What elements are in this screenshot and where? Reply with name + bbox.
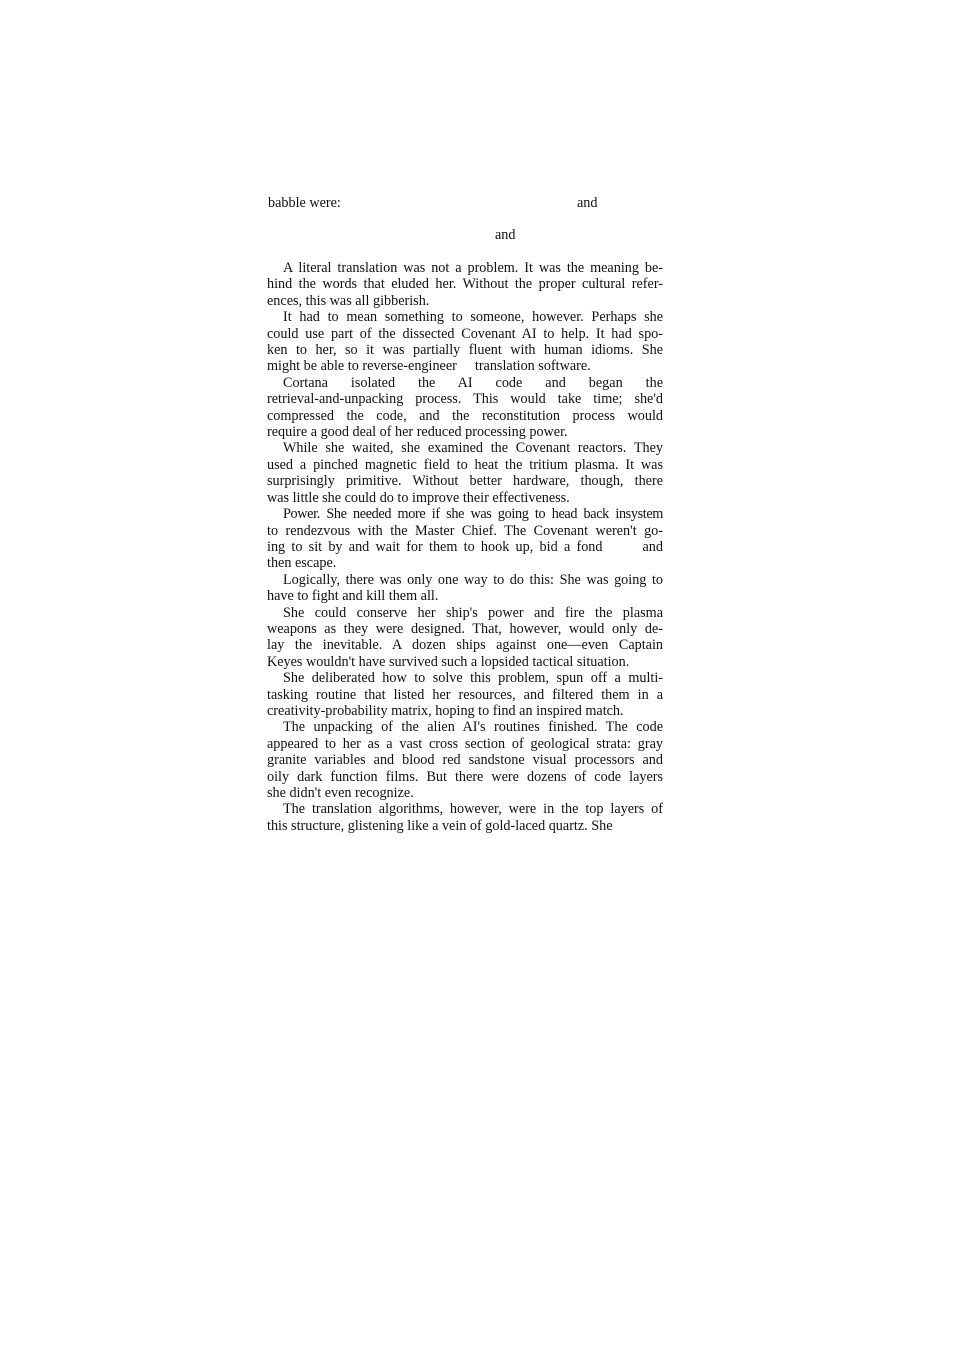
paragraph-2 [267,309,663,375]
text-line: have to fight and kill them all. [267,588,439,605]
header-right-text: and [577,195,598,211]
text-line: ken to her, so it was partially fluent with human idioms. She [267,342,663,359]
text-line: tasking routine that listed her resources, and filtered them in a [267,686,663,703]
text-line: Power. She needed more if she was going to head back insystem [283,506,663,523]
text-line: She could conserve her ship's power and fire the plasma [283,604,663,621]
text-line: was little she could do to improve their effectiveness. [267,489,570,506]
text-line: lay the inevitable. A dozen ships against one—even Captain [267,637,663,654]
paragraph-10 [267,801,663,834]
text-line: The unpacking of the alien AI's routines finished. The code [283,719,663,736]
text-line: to rendezvous with the Master Chief. The Covenant weren't go- [267,522,663,539]
paragraph-9 [267,719,663,801]
text-line [267,539,663,555]
text-line: surprisingly primitive. Without better hardware, though, there [267,473,663,490]
text-line: She deliberated how to solve this problem, spun off a multi- [283,670,663,687]
text-line: then escape. [267,555,337,572]
paragraph-4 [267,440,663,506]
text-line: retrieval-and-unpacking process. This would take time; she'd [267,391,663,408]
text-line: oily dark function films. But there were dozens of code layers [267,768,663,785]
paragraph-3 [267,375,663,441]
body-text [267,260,663,834]
text-line: could use part of the dissected Covenant AI to help. It had spo- [267,325,663,342]
text-line: Keyes wouldn't have survived such a lopsided tactical situation. [267,653,630,670]
text-fragment: ing to sit by and wait for them to hook up, bid a fond [267,538,603,555]
text-line: A literal translation was not a problem. It was the meaning be- [283,260,663,276]
text-fragment: translation software. [474,358,591,375]
text-line: this structure, glistening like a vein of gold-laced quartz. She [267,817,613,834]
text-line: she didn't even recognize. [267,785,414,801]
paragraph-5 [267,506,663,572]
text-line: require a good deal of her reduced processing power. [267,424,568,441]
header-left-text: babble were: [268,195,341,211]
text-line: While she waited, she examined the Covenant reactors. They [283,440,663,457]
text-line: appeared to her as a vast cross section of geological strata: gray [267,735,663,752]
text-line: granite variables and blood red sandstone visual processors and [267,752,663,769]
text-line [267,358,663,374]
center-text: and [495,227,516,243]
center-line [267,227,663,244]
text-line: Cortana isolated the AI code and began the [283,374,663,391]
text-line: used a pinched magnetic field to heat the tritium plasma. It was [267,456,663,473]
paragraph-1 [267,260,663,309]
paragraph-8 [267,670,663,719]
header-line [267,195,663,212]
text-line: ences, this was all gibberish. [267,292,430,309]
text-line: hind the words that eluded her. Without the proper cultural refer- [267,276,663,293]
text-fragment: might be able to reverse-engineer [267,358,457,375]
paragraph-7 [267,605,663,671]
text-line: Logically, there was only one way to do this: She was going to [283,571,663,588]
paragraph-6 [267,572,663,605]
text-line: It had to mean something to someone, however. Perhaps she [283,309,663,326]
text-line: weapons as they were designed. That, however, would only de- [267,620,663,637]
text-line: compressed the code, and the reconstitution process would [267,407,663,424]
text-fragment: and [642,538,663,555]
text-line: creativity-probability matrix, hoping to find an inspired match. [267,702,624,719]
book-page [267,195,663,834]
text-line: The translation algorithms, however, were in the top layers of [283,801,663,818]
